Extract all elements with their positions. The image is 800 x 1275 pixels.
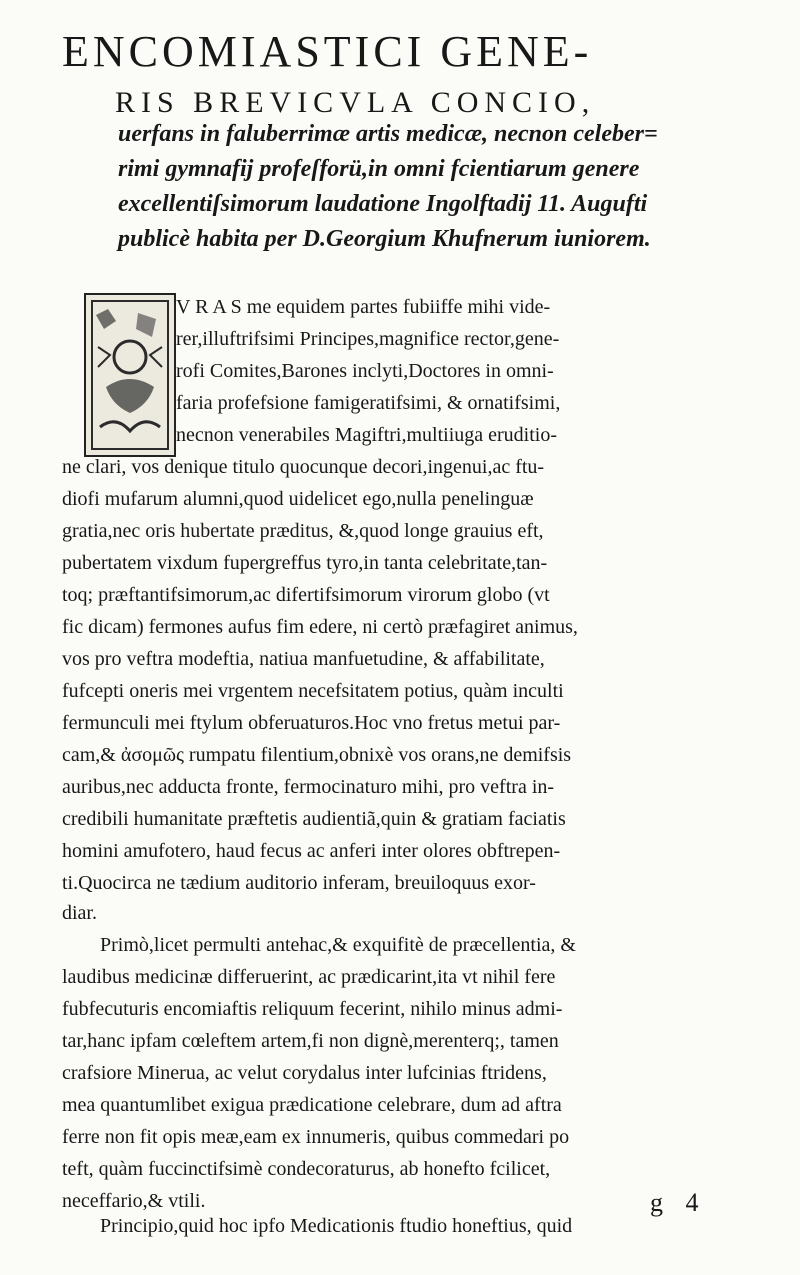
body-line-15: cam,& ἀσομῶς rumpatu filentium,obnixè vos orans,ne demifsis: [62, 744, 572, 766]
body-line-14: fermunculi mei ftylum obferuaturos.Hoc vno fretus metui par-: [62, 712, 561, 734]
subtitle-line-4: publicè habita per D.Georgium Khufnerum iuniorem.: [118, 226, 651, 252]
body-line-7: diofi mufarum alumni,quod uidelicet ego,nulla penelinguæ: [62, 488, 534, 510]
body-line-25: crafsiore Minerua, ac velut corydalus inter lufcinias ftridens,: [62, 1062, 547, 1084]
body-line-23: fubfecuturis encomiaftis reliquum fecerint, nihilo minus admi-: [62, 998, 563, 1020]
body-line-22: laudibus medicinæ differuerint, ac prædicarint,ita vt nihil fere: [62, 966, 556, 988]
body-line-24: tar,hanc ipfam cœleftem artem,fi non dignè,merenterq;, tamen: [62, 1030, 559, 1052]
page-signature: g 4: [650, 1188, 707, 1217]
body-line-1: V R A S me equidem partes fubiiffe mihi vide-: [176, 296, 551, 318]
body-line-8: gratia,nec oris hubertate præditus, &,quod longe grauius eft,: [62, 520, 544, 542]
body-line-4: faria profefsione famigeratifsimi, & ornatifsimi,: [176, 392, 561, 414]
body-line-12: vos pro veftra modeftia, natiua manfuetudine, & affabilitate,: [62, 648, 545, 670]
body-line-21: Primò,licet permulti antehac,& exquifitè de præcellentia, &: [100, 934, 576, 956]
body-line-13: fufcepti oneris mei vrgentem necefsitatem potius, quàm inculti: [62, 680, 564, 702]
body-line-17: credibili humanitate præftetis audientiã,quin & gratiam faciatis: [62, 808, 566, 830]
subtitle-line-1: uerfans in faluberrimæ artis medicæ, necnon celeber=: [118, 121, 658, 147]
subtitle-line-2: rimi gymnafij profeſforü,in omni fcientiarum genere: [118, 156, 640, 182]
body-line-3: rofi Comites,Barones inclyti,Doctores in omni-: [176, 360, 554, 382]
body-line-18: homini amufotero, haud fecus ac anferi inter olores obftrepen-: [62, 840, 561, 862]
body-line-29: neceffario,& vtili.: [62, 1190, 206, 1212]
decorated-initial-woodcut: [84, 293, 176, 457]
title-line-1: ENCOMIASTICI GENE-: [62, 27, 593, 76]
body-line-19: ti.Quocirca ne tædium auditorio inferam, breuiloquus exor-: [62, 872, 536, 894]
body-line-6: ne clari, vos denique titulo quocunque decori,ingenui,ac ftu-: [62, 456, 545, 478]
body-line-10: toq; præftantifsimorum,ac difertifsimorum virorum globo (vt: [62, 584, 550, 606]
body-line-27: ferre non fit opis meæ,eam ex innumeris, quibus commedari po: [62, 1126, 570, 1148]
body-line-20: diar.: [62, 902, 97, 924]
body-line-30: Principio,quid hoc ipfo Medicationis ftudio honeftius, quid: [100, 1215, 573, 1237]
body-line-11: fic dicam) fermones aufus fim edere, ni certò præfagiret animus,: [62, 616, 578, 638]
body-line-26: mea quantumlibet exigua prædicatione celebrare, dum ad aftra: [62, 1094, 562, 1116]
body-line-28: teft, quàm fuccinctifsimè condecoraturus, ab honefto fcilicet,: [62, 1158, 551, 1180]
body-line-5: necnon venerabiles Magiftri,multiiuga eruditio-: [176, 424, 557, 446]
body-line-16: auribus,nec adducta fronte, fermocinaturo mihi, pro veftra in-: [62, 776, 555, 798]
title-line-2: RIS BREVICVLA CONCIO,: [115, 86, 596, 119]
body-line-2: rer,illuftrifsimi Principes,magnifice rector,gene-: [176, 328, 560, 350]
body-line-9: pubertatem vixdum fupergreffus tyro,in tanta celebritate,tan-: [62, 552, 548, 574]
subtitle-line-3: excellentiſsimorum laudatione Ingolftadij 11. Augufti: [118, 191, 648, 217]
